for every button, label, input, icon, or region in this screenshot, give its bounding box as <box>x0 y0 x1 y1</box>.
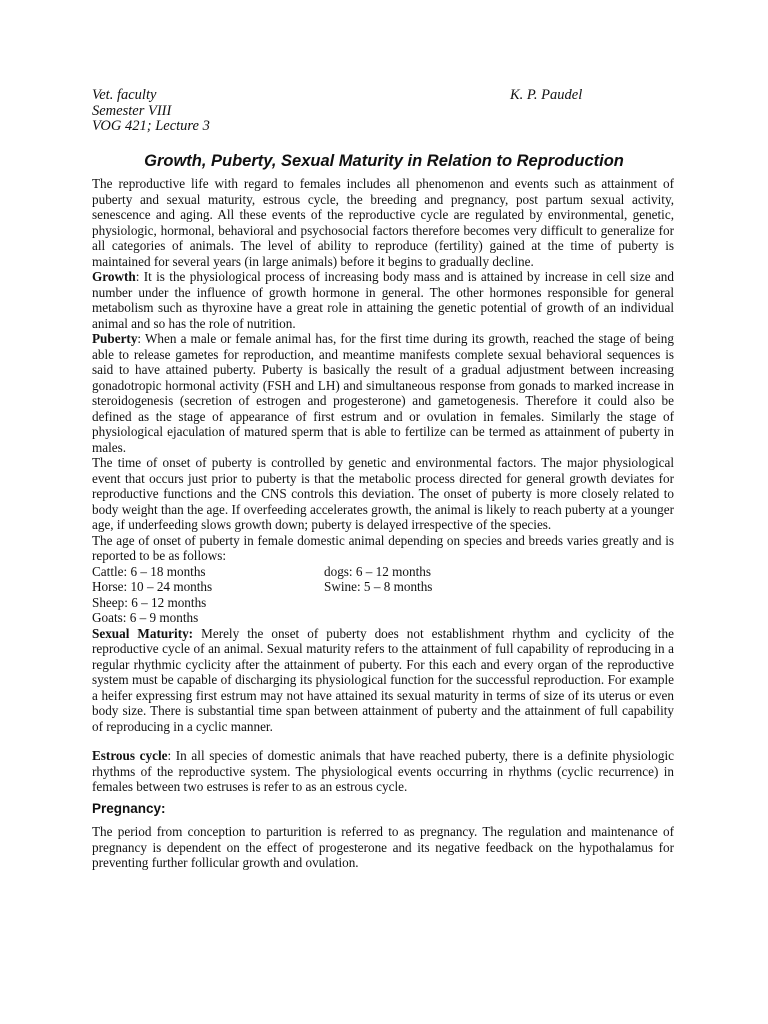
estrous-cycle-paragraph <box>92 748 674 795</box>
growth-text: : It is the physiological process of increasing body mass and is attained by increase in cell size and number under the influence of growth hormone in general. The other hormones responsible for general metabolism such as thyroxine have a great role in attaining the genetic potential of growth of an individual animal and so has the role of nutrition. <box>92 269 674 331</box>
onset-paragraph: The time of onset of puberty is controlled by genetic and environmental factors. The major physiological event that occurs just prior to puberty is that the metabolic process directed for general growth deviates for reproductive functions and the CNS controls this deviation. The onset of puberty is more closely related to body weight than the age. If overfeeding accelerates growth, the animal is likely to reach puberty at a younger age, if underfeeding slows growth down; puberty is delayed irrespective of the species. <box>92 455 674 532</box>
estrous-cycle-text: : In all species of domestic animals that have reached puberty, there is a definite physiologic rhythms of the reproductive system. The physiological events occurring in rhythms (cyclic recurrence) in females between two estruses is refer to as an estrous cycle. <box>92 748 675 794</box>
sexual-maturity-text: Merely the onset of puberty does not establishment rhythm and cyclicity of the reproductive cycle of an animal. Sexual maturity refers to the attainment of full capability of reproducing in a regular rhythmic cyclicity after the attainment of puberty. For this each and every organ of the reproductive system must be capable of discharging its physiological function for the successful reproduction. For example a heifer expressing first estrum may not have attained its sexual maturity in terms of size of its uterus or even body size. There is substantial time span between attainment of puberty and the attainment of full capability of reproducing in a cyclic manner. <box>92 625 674 734</box>
growth-paragraph <box>92 269 674 331</box>
puberty-paragraph <box>92 331 674 455</box>
header-semester: Semester VIII <box>92 102 172 119</box>
header-course-lecture: VOG 421; Lecture 3 <box>92 118 210 134</box>
sexual-maturity-paragraph <box>92 626 674 735</box>
age-goats: Goats: 6 – 9 months <box>92 610 199 625</box>
document-title: Growth, Puberty, Sexual Maturity in Relation to Reproduction <box>144 152 624 170</box>
document-body <box>92 176 674 871</box>
header-author <box>510 88 582 104</box>
puberty-term: Puberty <box>92 331 138 346</box>
age-row <box>92 579 674 595</box>
age-dogs: dogs: 6 – 12 months <box>324 563 431 579</box>
age-row <box>92 564 674 580</box>
sexual-maturity-term: Sexual Maturity: <box>92 625 194 641</box>
puberty-text: : When a male or female animal has, for the first time during its growth, reached the stage of being able to release gametes for reproduction, and meantime manifests complete sexual behavioral sequences is said to have attained puberty. Puberty is basically the result of a gradual adjustment between increasing gonadotropic hormonal activity (FSH and LH) and simultaneous response from gonads to marked increase in steroidogenesis (secretion of estrogen and progesterone) and gametogenesis. Therefore it could also be defined as the stage of appearance of first estrum and or ovulation in females. Similarly the stage of physiological ejaculation of matured sperm that is able to fertilize can be termed as attainment of puberty in males. <box>92 331 674 455</box>
spacer <box>92 734 674 748</box>
age-row <box>92 595 674 611</box>
age-row <box>92 610 674 626</box>
age-sheep: Sheep: 6 – 12 months <box>92 594 207 610</box>
age-intro-paragraph: The age of onset of puberty in female domestic animal depending on species and breeds varies greatly and is reported to be as follows: <box>92 532 674 563</box>
puberty-age-list <box>92 564 674 626</box>
age-cattle: Cattle: 6 – 18 months <box>92 563 206 579</box>
pregnancy-heading: Pregnancy: <box>92 800 166 816</box>
growth-term: Growth <box>92 269 136 284</box>
age-swine: Swine: 5 – 8 months <box>324 579 433 594</box>
header-faculty: Vet. faculty <box>92 87 157 103</box>
author-name: K. P. Paudel <box>510 87 583 103</box>
age-horse: Horse: 10 – 24 months <box>92 579 213 594</box>
pregnancy-paragraph: The period from conception to parturition is referred to as pregnancy. The regulation and maintenance of pregnancy is dependent on the effect of progesterone and its negative feedback on the hypothalamus for preventing further follicular growth and ovulation. <box>92 824 674 870</box>
intro-paragraph: The reproductive life with regard to females includes all phenomenon and events such as attainment of puberty and sexual maturity, estrous cycle, the breeding and pregnancy, post partum sexual activity, senescence and aging. All these events of the reproductive cycle are regulated by environmental, genetic, physiologic, hormonal, behavioral and psychosocial factors therefore becomes very difficult to generalize for all categories of animals. The level of ability to reproduce (fertility) gained at the time of puberty is maintained for several years (in large animals) before it begins to gradually decline. <box>92 176 674 269</box>
header-course-info <box>92 88 210 135</box>
estrous-cycle-term: Estrous cycle <box>92 748 168 763</box>
